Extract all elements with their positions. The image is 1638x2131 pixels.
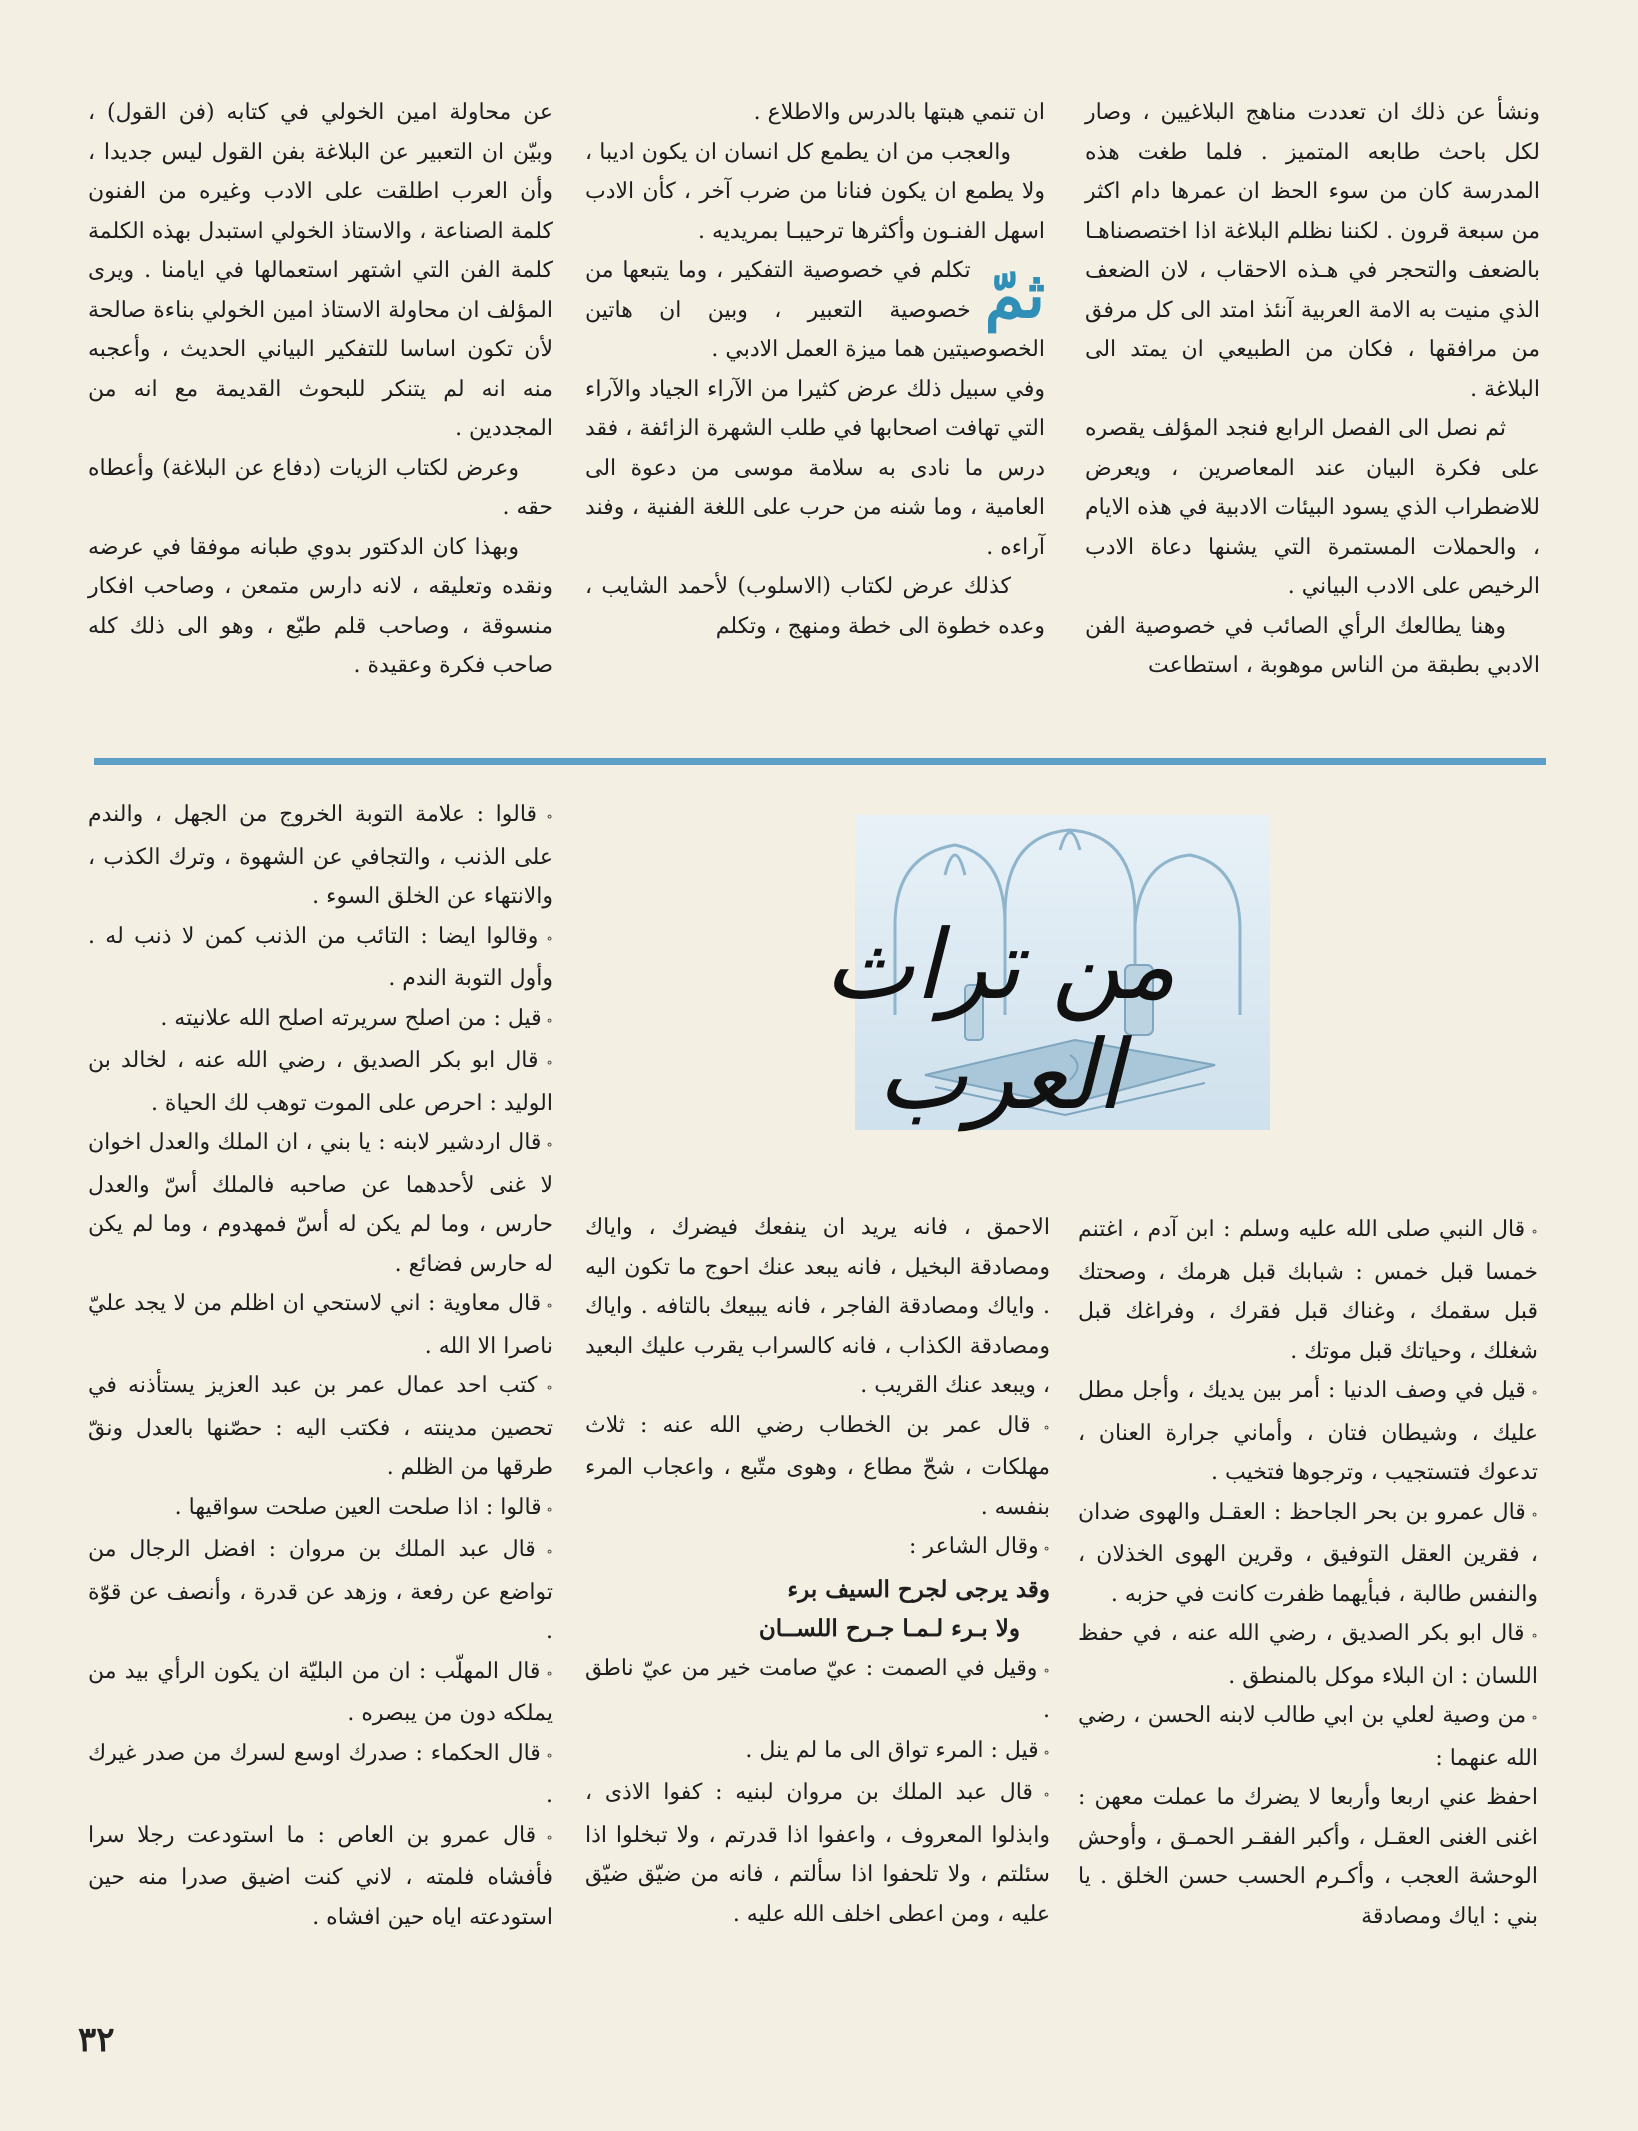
paragraph: وبهذا كان الدكتور بدوي طبانه موفقا في عرضه ونقده وتعليقه ، لانه دارس متمعن ، وصاحب افكار منسوقة ، وصاحب قلم طيّع ، وهو الى ذلك كله صاحب فكرة وعقيدة . bbox=[88, 534, 553, 678]
paragraph: ان تنمي هبتها بالدرس والاطلاع . bbox=[753, 100, 1045, 125]
saying-item: ∘ قال معاوية : اني لاستحي ان اظلم من لا يجد عليّ ناصرا الا الله . bbox=[88, 1284, 553, 1366]
section-divider bbox=[94, 758, 1546, 765]
saying-item: ∘ قال المهلّب : ان من البليّة ان يكون الرأي بيد من يملكه دون من يبصره . bbox=[88, 1652, 553, 1734]
saying-item: ∘ قال عمرو بن بحر الجاحظ : العقـل والهوى ضدان ، فقرين العقل التوفيق ، وقرين الهوى الخذلان ، والنفس طالبة ، فبأيهما ظفرت كانت في حزبه . bbox=[1078, 1493, 1538, 1615]
saying-item: ∘ من وصية لعلي بن ابي طالب لابنه الحسن ، رضي الله عنهما : bbox=[1078, 1696, 1538, 1778]
poem-verse-2: ولا بـرء لـمـا جـرح اللســان bbox=[758, 1615, 1020, 1642]
paragraph: عن محاولة امين الخولي في كتابه (فن القول) ، وبيّن ان التعبير عن البلاغة بفن القول ليس جديدا ، وأن العرب اطلقت على الادب وغيره من الفنون كلمة الصناعة ، والاستاذ الخولي استبدل بهذه الكلمة كلمة الفن التي اشتهر استعمالها في ايامنا . ويرى المؤلف ان محاولة الاستاذ امين الخولي بناءة صالحة لأن تكون اساسا للتفكير البياني الحديث ، وأعجبه منه انه لم يتنكر للبحوث القديمة مع انه من المجددين . bbox=[88, 100, 553, 441]
article-column-right bbox=[1085, 93, 1540, 686]
saying-item: ∘ كتب احد عمال عمر بن عبد العزيز يستأذنه في تحصين مدينته ، فكتب اليه : حصّنها بالعدل ونقّ طرقها من الظلم . bbox=[88, 1366, 553, 1488]
saying-item: ∘ قال اردشير لابنه : يا بني ، ان الملك والعدل اخوان لا غنى لأحدهما عن صاحبه فالملك أسّ والعدل حارس ، وما لم يكن له أسّ فمهدوم ، وما لم يكن له حارس فضائع . bbox=[88, 1123, 553, 1284]
article-column-middle bbox=[585, 93, 1045, 646]
page-number: ٣٢ bbox=[78, 2020, 115, 2060]
saying-item: ∘ قيل : المرء تواق الى ما لم ينل . bbox=[585, 1731, 1050, 1774]
saying-item: ∘ قال الحكماء : صدرك اوسع لسرك من صدر غيرك . bbox=[88, 1734, 553, 1816]
saying-continuation: احفظ عني اربعا وأربعا لا يضرك ما عملت معهن : اغنى الغنى العقـل ، وأكبر الفقـر الحمـق ، وأوحش الوحشة العجب ، وأكـرم الحسب حسن الخلق . يا بني : اياك ومصادقة bbox=[1078, 1785, 1538, 1929]
saying-item: ∘ قال عبد الملك بن مروان لبنيه : كفوا الاذى ، وابذلوا المعروف ، واعفوا اذا قدرتم ، ولا تبخلوا اذا سئلتم ، ولا تلحفوا اذا سألتم ، فانه من ضيّق ضيّق عليه ، ومن اعطى اخلف الله عليه . bbox=[585, 1773, 1050, 1934]
saying-continuation: الاحمق ، فانه يريد ان ينفعك فيضرك ، واياك ومصادقة البخيل ، فانه يبعد عنك احوج ما تكون اليه . واياك ومصادقة الفاجر ، فانه يبيعك بالتافه . واياك ومصادقة الكذاب ، فانه كالسراب يقرب عليك البعيد ، ويبعد عنك القريب . bbox=[585, 1215, 1050, 1398]
saying-item: ∘ قال النبي صلى الله عليه وسلم : ابن آدم ، اغتنم خمسا قبل خمس : شبابك قبل هرمك ، وصحتك قبل سقمك ، وغناك قبل فقرك ، وفراغك قبل شغلك ، وحياتك قبل موتك . bbox=[1078, 1210, 1538, 1371]
sayings-column-left bbox=[88, 795, 553, 1937]
paragraph: والعجب من ان يطمع كل انسان ان يكون اديبا ، ولا يطمع ان يكون فنانا من ضرب آخر ، كأن الادب اسهل الفنـون وأكثرها ترحيبـا بمريديه . bbox=[585, 139, 1045, 244]
sayings-column-right bbox=[1078, 1210, 1538, 1936]
saying-item: ∘ قيل : من اصلح سريرته اصلح الله علانيته . bbox=[88, 999, 553, 1042]
saying-item: ∘ وقال الشاعر : bbox=[585, 1527, 1050, 1570]
saying-item: ∘ وقيل في الصمت : عيّ صامت خير من عيّ ناطق . bbox=[585, 1649, 1050, 1731]
sayings-column-middle bbox=[585, 1208, 1050, 1934]
paragraph: كذلك عرض لكتاب (الاسلوب) لأحمد الشايب ، وعده خطوة الى خطة ومنهج ، وتكلم bbox=[585, 574, 1045, 639]
saying-item: ∘ قال عبد الملك بن مروان : افضل الرجال من تواضع عن رفعة ، وزهد عن قدرة ، وأنصف عن قوّة . bbox=[88, 1530, 553, 1652]
saying-item: ∘ قالوا : اذا صلحت العين صلحت سواقيها . bbox=[88, 1488, 553, 1531]
decorative-initial: ثمّ bbox=[984, 258, 1045, 333]
paragraph: ثم نصل الى الفصل الرابع فنجد المؤلف يقصره على فكرة البيان عند المعاصرين ، ويعرض للاضطراب الذي يسود البيئات الادبية في هذه الايام ، والحملات المستمرة التي يشنها دعاة الادب الرخيص على الادب البياني . bbox=[1085, 416, 1540, 599]
article-column-left bbox=[88, 93, 553, 686]
paragraph: وعرض لكتاب الزيات (دفاع عن البلاغة) وأعطاه حقه . bbox=[88, 455, 553, 520]
paragraph: تكلم في خصوصية التفكير ، وما يتبعها من خصوصية التعبير ، وبين ان هاتين الخصوصيتين هما ميزة العمل الادبي . bbox=[585, 258, 1045, 362]
saying-item: ∘ قيل في وصف الدنيا : أمر بين يديك ، وأجل مطل عليك ، وشيطان فتان ، وأماني جرارة العنان ، تدعوك فتستجيب ، وترجوها فتخيب . bbox=[1078, 1371, 1538, 1493]
saying-item: ∘ قال ابو بكر الصديق ، رضي الله عنه ، لخالد بن الوليد : احرص على الموت توهب لك الحياة . bbox=[88, 1041, 553, 1123]
saying-item: ∘ قال عمرو بن العاص : ما استودعت رجلا سرا فأفشاه فلمته ، لاني كنت اضيق صدرا منه حين استودعته اياه حين افشاه . bbox=[88, 1816, 553, 1938]
paragraph: وهنا يطالعك الرأي الصائب في خصوصية الفن الادبي بطبقة من الناس موهوبة ، استطاعت bbox=[1085, 613, 1540, 678]
poem-verse-1: وقد يرجى لجرح السيف برء bbox=[787, 1575, 1050, 1603]
saying-item: ∘ وقالوا ايضا : التائب من الذنب كمن لا ذنب له . وأول التوبة الندم . bbox=[88, 917, 553, 999]
paragraph: وفي سبيل ذلك عرض كثيرا من الآراء الجياد والآراء التي تهافت اصحابها في طلب الشهرة الزائفة ، فقد درس ما نادى به سلامة موسى من دعوة الى العامية ، وما شنه من حرب على اللغة الفنية ، وفند آراءه . bbox=[585, 376, 1045, 560]
section-heading: من تراث العرب bbox=[824, 909, 1176, 1131]
saying-item: ∘ قال ابو بكر الصديق ، رضي الله عنه ، في حفظ اللسان : ان البلاء موكل بالمنطق . bbox=[1078, 1614, 1538, 1696]
paragraph: ونشأ عن ذلك ان تعددت مناهج البلاغيين ، وصار لكل باحث طابعه المتميز . فلما طغت هذه المدرسة كان من سوء الحظ ان عمرها دام اكثر من سبعة قرون . لكننا نظلم البلاغة اذا اختصصناهـا بالضعف والتحجر في هـذه الاحقاب ، لان الضعف الذي منيت به الامة العربية آنئذ امتد الى كل مرفق من مرافقها ، فكان من الطبيعي ان يمتد الى البلاغة . bbox=[1085, 100, 1540, 402]
saying-item: ∘ قال عمر بن الخطاب رضي الله عنه : ثلاث مهلكات ، شحّ مطاع ، وهوى متّبع ، واعجاب المرء بنفسه . bbox=[585, 1406, 1050, 1528]
saying-item: ∘ قالوا : علامة التوبة الخروج من الجهل ، والندم على الذنب ، والتجافي عن الشهوة ، وترك الكذب ، والانتهاء عن الخلق السوء . bbox=[88, 795, 553, 917]
